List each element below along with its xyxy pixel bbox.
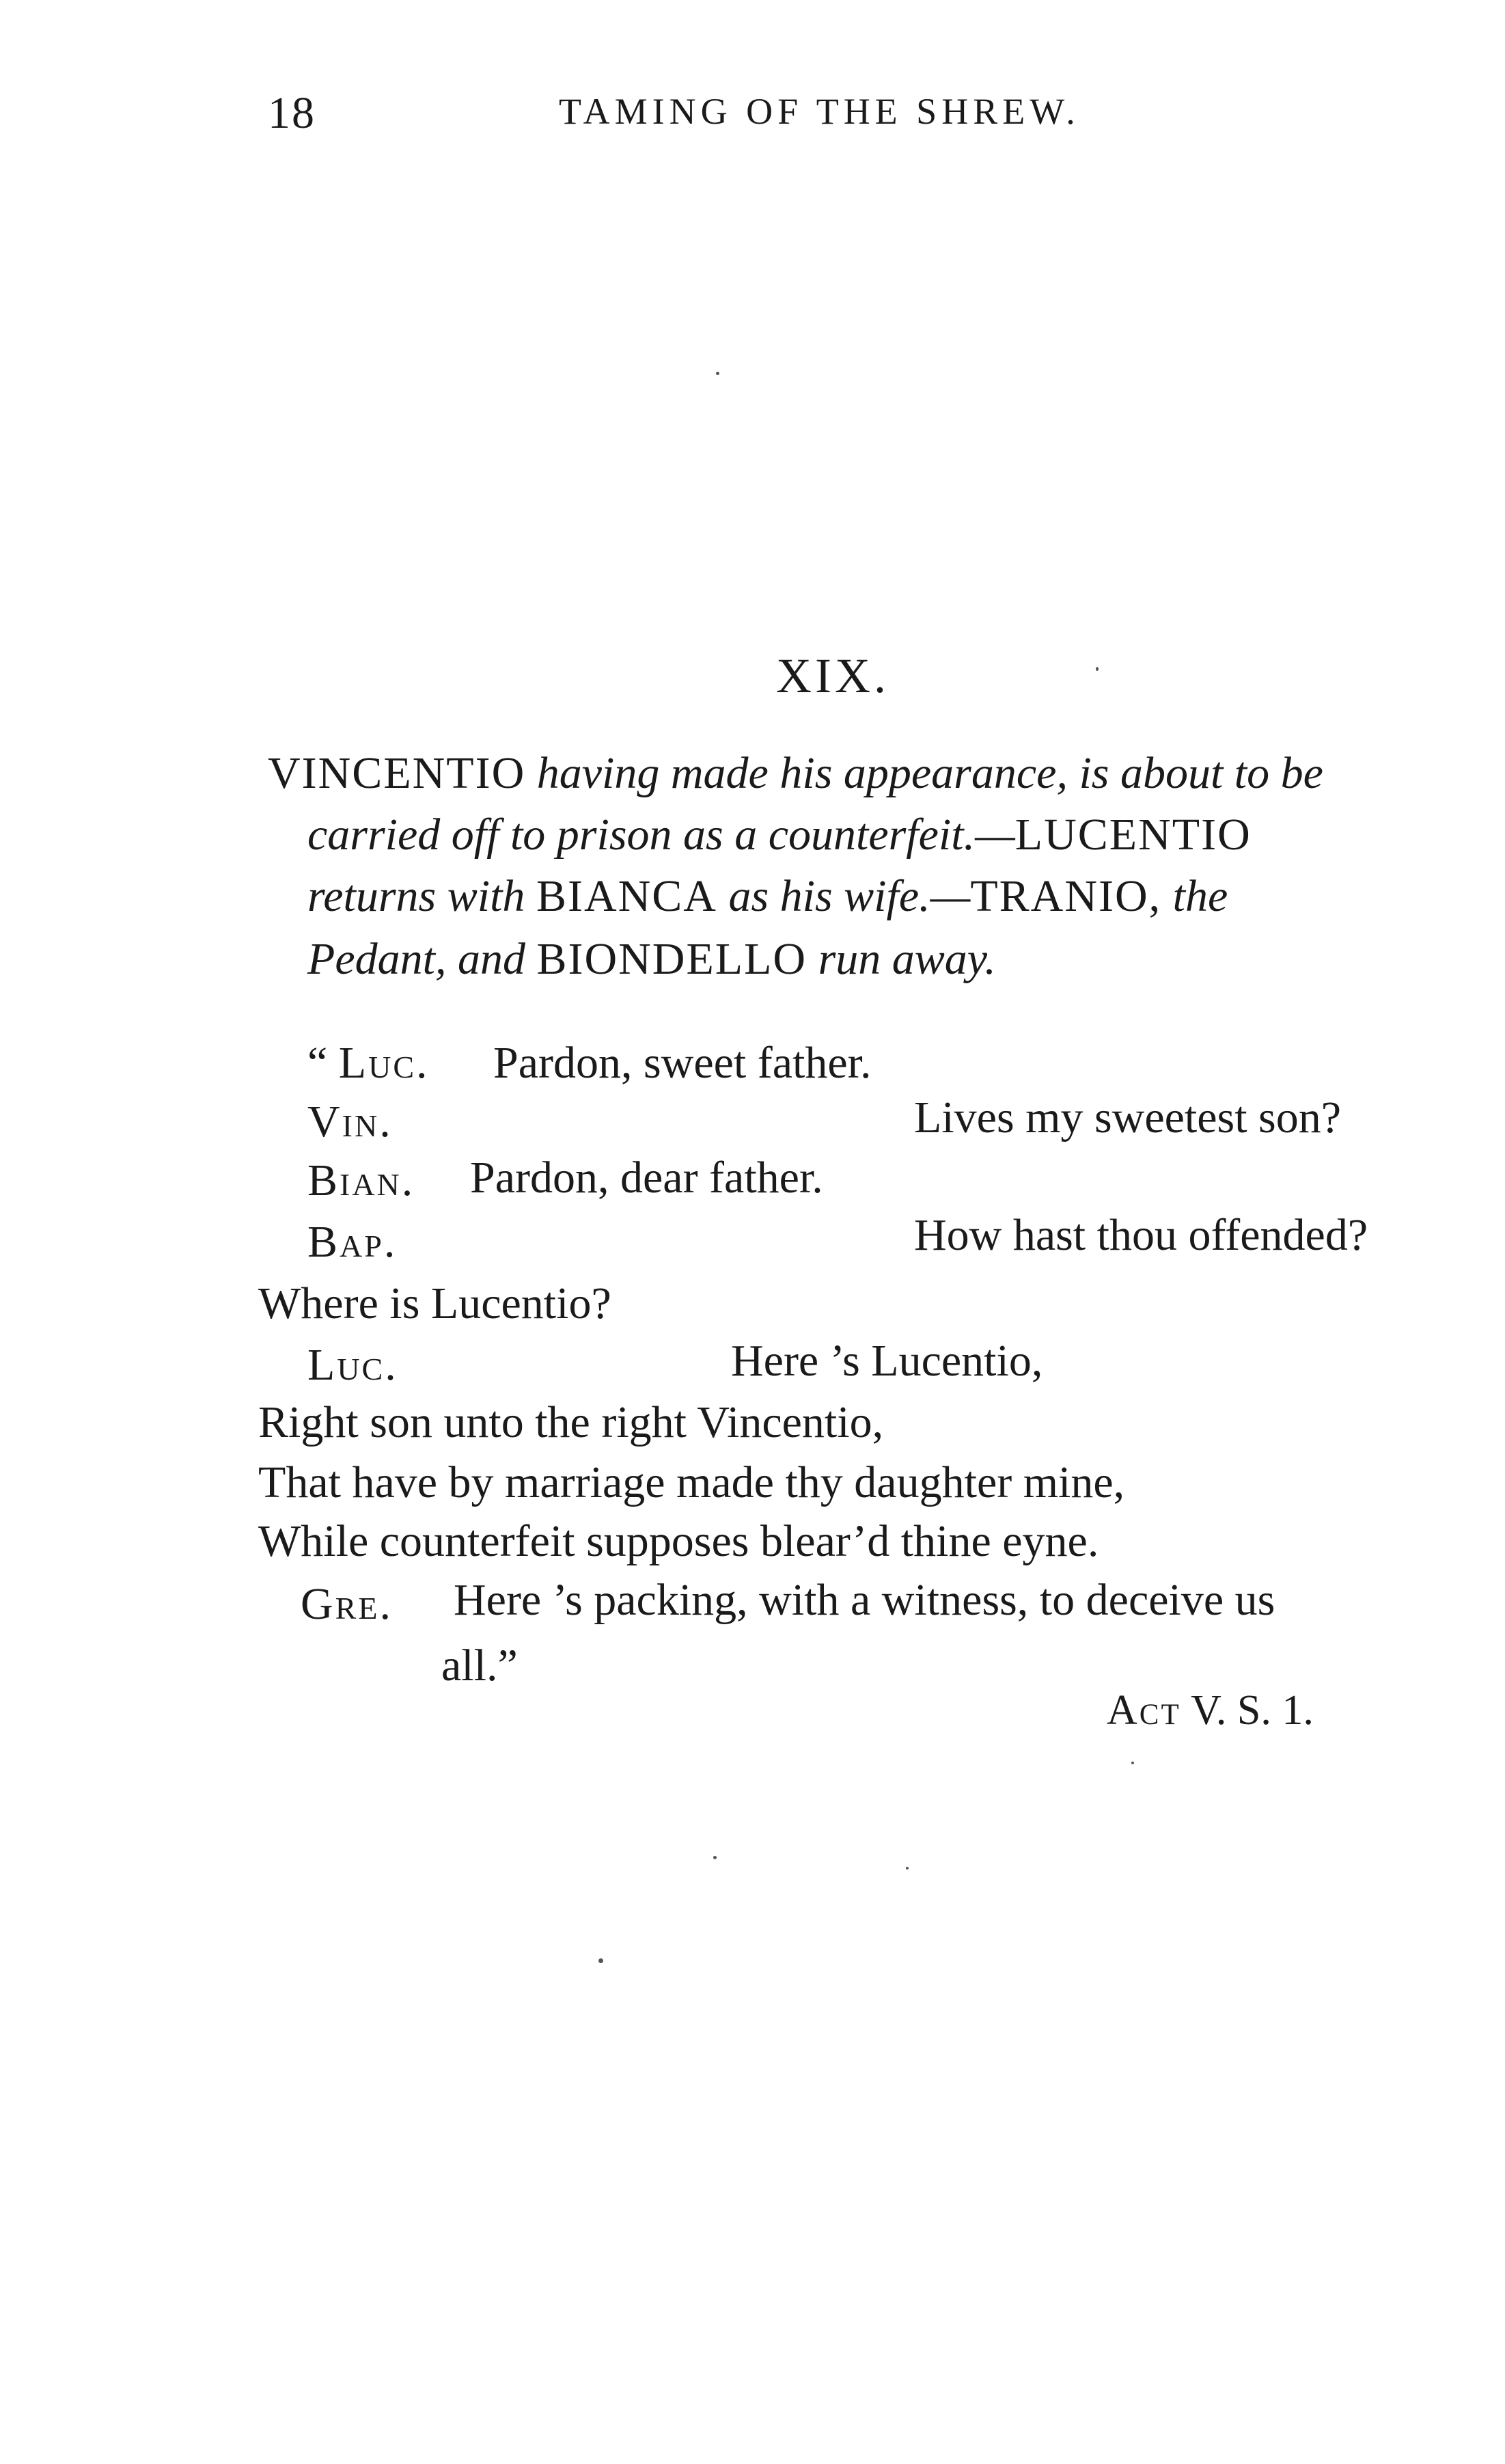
section-number: XIX. [776,648,889,703]
speech-text: While counterfeit supposes blear’d thine eyne. [258,1516,1099,1566]
speech-text: How hast thou offended? [914,1210,1368,1260]
argument-line-1 [268,748,1323,799]
argument-text: the [1172,871,1228,921]
argument-line-3 [307,871,1228,922]
speech-text: Here ’s Lucentio, [731,1336,1043,1386]
opening-quote: “ [307,1038,328,1088]
paper-speck [716,372,719,375]
paper-speck [713,1856,717,1859]
character-name: TRANIO, [970,871,1162,921]
running-head: TAMING OF THE SHREW. [559,91,1080,132]
speaker-label: Luc. [307,1340,398,1390]
character-name: LUCENTIO [1014,810,1252,860]
paper-speck [1096,667,1099,671]
argument-text: as his wife.— [728,871,971,921]
speaker-label: Gre. [301,1579,393,1629]
speaker-label: Vin. [307,1097,393,1147]
speech-text: all.” [441,1641,518,1690]
speech-text: Here ’s packing, with a witness, to deceive us [454,1575,1275,1625]
speech-text: Pardon, dear father. [470,1153,823,1203]
act-scene-reference [1107,1686,1314,1735]
act-label: Act [1107,1687,1181,1734]
speech-text: Lives my sweetest son? [914,1093,1342,1142]
character-name: VINCENTIO [268,748,526,798]
speech-text: Right son unto the right Vincentio, [258,1397,884,1447]
argument-text: run away. [818,934,996,984]
paper-speck [598,1958,603,1963]
page-number: 18 [268,88,316,138]
argument-text: returns with [307,871,525,921]
scene-citation: V. S. 1. [1191,1687,1314,1734]
paper-speck [1131,1762,1134,1764]
argument-line-4 [307,933,996,985]
dialogue-line-1 [307,1037,430,1089]
argument-line-2 [307,809,1252,861]
character-name: BIANCA [536,871,717,921]
speaker-label: Bap. [307,1217,398,1267]
speaker-label: Luc. [338,1038,430,1088]
speech-text: Where is Lucentio? [258,1278,611,1328]
argument-text: carried off to prison as a counterfeit.— [307,810,1015,860]
paper-speck [906,1867,909,1870]
speech-text: That have by marriage made thy daughter mine, [258,1457,1125,1507]
character-name: BIONDELLO [536,934,807,984]
argument-text: having made his appearance, is about to be [536,748,1323,798]
speaker-label: Bian. [307,1155,415,1205]
argument-text: Pedant, and [307,934,525,984]
speech-text: Pardon, sweet father. [493,1038,872,1088]
